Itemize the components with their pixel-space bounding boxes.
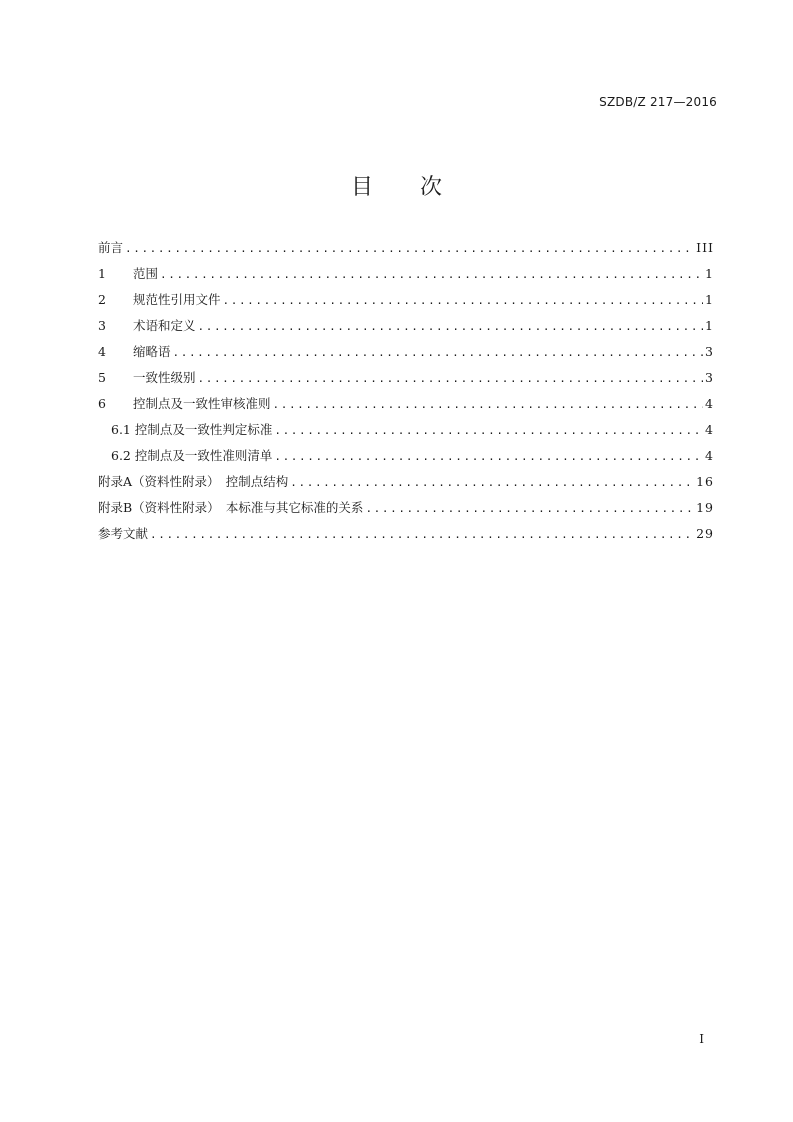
toc-entry-text — [98, 394, 271, 414]
toc-entry-page: 1 — [705, 318, 714, 333]
toc-entry-label: 一致性级别 — [133, 370, 196, 385]
dot-leader — [365, 499, 694, 519]
toc-entry-text: 6.2 控制点及一致性准则清单 — [111, 448, 273, 463]
toc-entry-text — [98, 342, 171, 362]
toc-entry-bibliography[interactable] — [98, 524, 714, 550]
toc-entry-abbreviations[interactable] — [98, 342, 714, 368]
dot-leader — [274, 421, 703, 441]
table-of-contents — [98, 238, 714, 550]
toc-entry-appendix-a[interactable] — [98, 472, 714, 498]
toc-entry-page: 4 — [705, 396, 714, 411]
toc-entry-page: 4 — [705, 448, 714, 463]
toc-entry-text: 附录A（资料性附录） 控制点结构 — [98, 474, 289, 489]
toc-entry-text: 附录B（资料性附录） 本标准与其它标准的关系 — [98, 500, 364, 515]
toc-entry-normative-references[interactable] — [98, 290, 714, 316]
toc-entry-conformance-levels[interactable] — [98, 368, 714, 394]
toc-entry-number: 4 — [98, 344, 106, 359]
toc-entry-6-1[interactable] — [98, 420, 714, 446]
toc-entry-text — [98, 290, 221, 310]
dot-leader — [160, 265, 703, 285]
toc-entry-foreword[interactable] — [98, 238, 714, 264]
toc-entry-text — [98, 316, 196, 336]
toc-entry-page: III — [696, 240, 714, 255]
toc-entry-scope[interactable] — [98, 264, 714, 290]
page-number: I — [699, 1032, 704, 1046]
toc-entry-label: 缩略语 — [133, 344, 171, 359]
toc-entry-appendix-b[interactable] — [98, 498, 714, 524]
toc-entry-page: 29 — [696, 526, 714, 541]
dot-leader — [150, 525, 694, 545]
toc-entry-label: 规范性引用文件 — [133, 292, 221, 307]
document-code: SZDB/Z 217—2016 — [599, 95, 717, 109]
toc-entry-label: 术语和定义 — [133, 318, 196, 333]
toc-entry-terms-definitions[interactable] — [98, 316, 714, 342]
toc-entry-page: 3 — [705, 370, 714, 385]
dot-leader — [290, 473, 694, 493]
toc-entry-page: 1 — [705, 292, 714, 307]
toc-entry-page: 3 — [705, 344, 714, 359]
toc-entry-control-points-audit[interactable] — [98, 394, 714, 420]
toc-entry-number: 6 — [98, 396, 106, 411]
dot-leader — [198, 369, 704, 389]
toc-entry-text: 参考文献 — [98, 526, 149, 541]
toc-entry-number: 5 — [98, 370, 106, 385]
toc-entry-6-2[interactable] — [98, 446, 714, 472]
dot-leader — [274, 447, 703, 467]
toc-entry-label: 范围 — [133, 266, 159, 281]
toc-entry-text — [98, 368, 196, 388]
toc-entry-number: 2 — [98, 292, 106, 307]
toc-title: 目 次 — [351, 175, 462, 200]
dot-leader — [125, 239, 694, 259]
dot-leader — [223, 291, 704, 311]
dot-leader — [198, 317, 704, 337]
toc-entry-page: 16 — [696, 474, 714, 489]
toc-entry-page: 1 — [705, 266, 714, 281]
toc-entry-page: 4 — [705, 422, 714, 437]
toc-entry-text: 前言 — [98, 240, 124, 255]
toc-entry-label: 控制点及一致性审核准则 — [133, 396, 271, 411]
dot-leader — [173, 343, 704, 363]
toc-entry-number: 3 — [98, 318, 106, 333]
toc-entry-text — [98, 264, 158, 284]
toc-entry-page: 19 — [696, 500, 714, 515]
dot-leader — [273, 395, 704, 415]
toc-entry-number: 1 — [98, 266, 106, 281]
toc-entry-text: 6.1 控制点及一致性判定标准 — [111, 422, 273, 437]
